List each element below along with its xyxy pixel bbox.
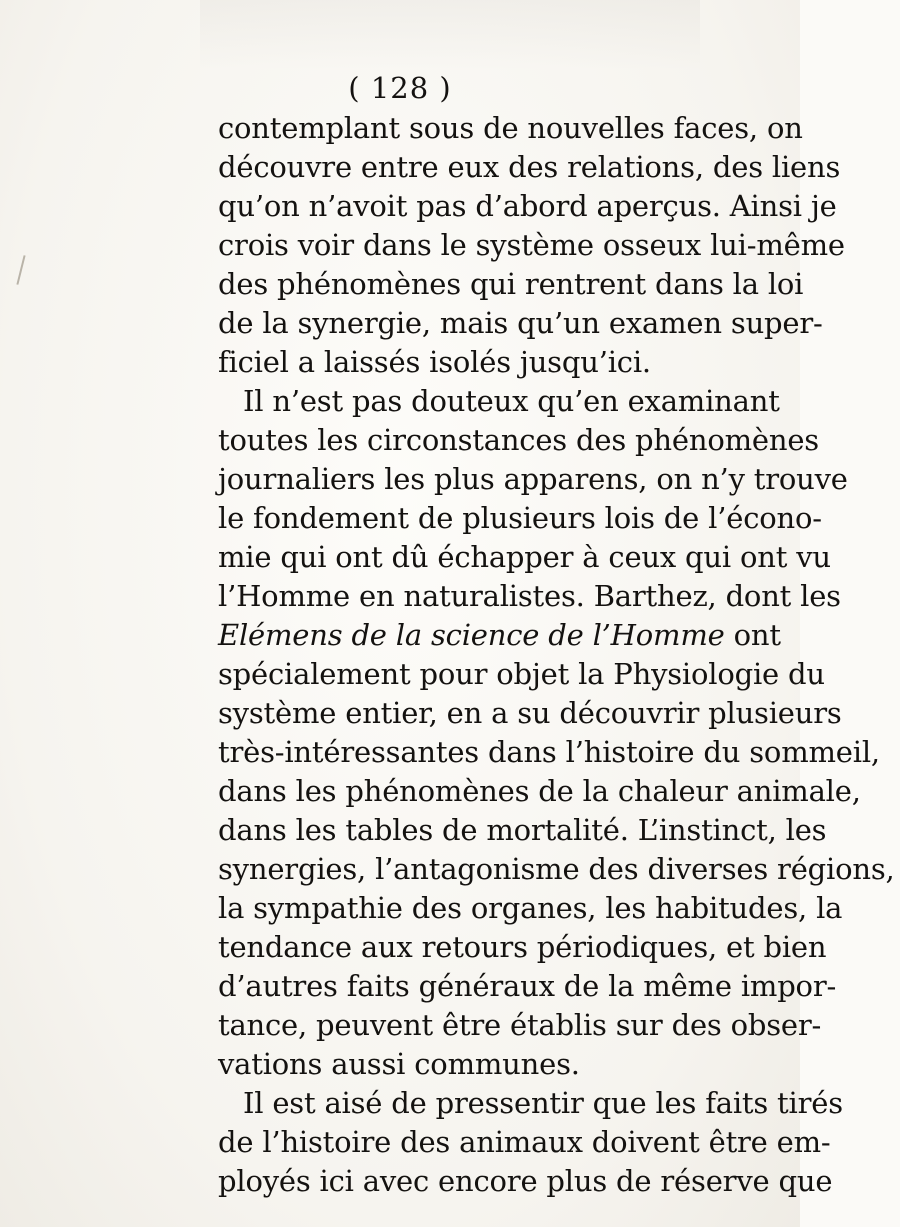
text-line: d’autres faits généraux de la même impor-: [218, 969, 837, 1003]
margin-mark: [16, 255, 25, 285]
text-line: ficiel a laissés isolés jusqu’ici.: [218, 345, 651, 379]
text-line: toutes les circonstances des phénomènes: [218, 423, 819, 457]
book-title-italic: Elémens de la science de l’Homme: [218, 618, 725, 652]
page-number: ( 128 ): [348, 71, 452, 105]
text-fragment: ont: [724, 618, 781, 652]
text-line: [218, 615, 781, 655]
paragraph-first-line: Il n’est pas douteux qu’en examinant: [243, 384, 780, 418]
text-line: mie qui ont dû échapper à ceux qui ont vu: [218, 540, 831, 574]
text-line: des phénomènes qui rentrent dans la loi: [218, 267, 804, 301]
text-line: de l’histoire des animaux doivent être em-: [218, 1125, 831, 1159]
text-line: dans les phénomènes de la chaleur animale,: [218, 774, 861, 808]
text-line: système entier, en a su découvrir plusieurs: [218, 696, 842, 730]
text-line: la sympathie des organes, les habitudes, la: [218, 891, 843, 925]
text-line: qu’on n’avoit pas d’abord aperçus. Ainsi je: [218, 189, 837, 223]
text-line: découvre entre eux des relations, des liens: [218, 150, 841, 184]
text-line: de la synergie, mais qu’un examen super-: [218, 306, 823, 340]
text-line: le fondement de plusieurs lois de l’écono-: [218, 501, 822, 535]
text-line: contemplant sous de nouvelles faces, on: [218, 111, 803, 145]
text-line: vations aussi communes.: [218, 1047, 580, 1081]
text-line: crois voir dans le système osseux lui-même: [218, 228, 845, 262]
text-line: ployés ici avec encore plus de réserve que: [218, 1164, 833, 1198]
text-line: dans les tables de mortalité. L’instinct, les: [218, 813, 827, 847]
text-line: tendance aux retours périodiques, et bien: [218, 930, 827, 964]
text-line: tance, peuvent être établis sur des obser-: [218, 1008, 822, 1042]
text-line: l’Homme en naturalistes. Barthez, dont les: [218, 579, 841, 613]
show-through-shadow: [200, 0, 700, 70]
text-line: spécialement pour objet la Physiologie du: [218, 657, 825, 691]
text-line: journaliers les plus apparens, on n’y trouve: [218, 462, 848, 496]
text-line: très-intéressantes dans l’histoire du sommeil,: [218, 735, 880, 769]
paragraph-first-line: Il est aisé de pressentir que les faits tirés: [243, 1086, 843, 1120]
text-line: synergies, l’antagonisme des diverses régions,: [218, 852, 895, 886]
